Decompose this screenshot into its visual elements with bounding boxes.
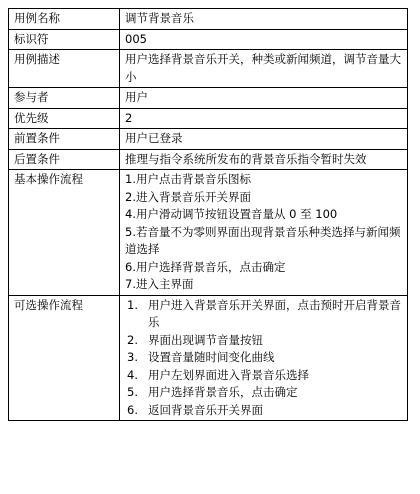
value-priority: 2 [120,108,408,129]
row-use-case-name [9,9,408,30]
row-actor [9,88,408,109]
step-number: 6. [127,402,138,417]
label-optional-flow: 可选操作流程 [9,295,120,421]
step-text: 返回背景音乐开关界面 [148,402,263,417]
step-number: 2. [127,332,138,347]
row-precondition [9,129,408,150]
use-case-table [8,8,408,421]
label-precondition: 前置条件 [9,129,120,150]
step-text: 用户左划界面进入背景音乐选择 [148,367,309,382]
value-actor: 用户 [120,88,408,109]
basic-step: 4.用户滑动调节按钮设置音量从 0 至 100 [125,207,338,221]
optional-step [125,402,403,420]
basic-flow-steps [120,170,408,296]
basic-step: 2.进入背景音乐开关界面 [125,189,251,204]
label-description: 用例描述 [9,50,120,88]
basic-step: 6.用户选择背景音乐，点击确定 [125,259,286,274]
row-identifier [9,29,408,50]
optional-step [125,367,403,385]
basic-step: 5.若音量不为零则界面出现背景音乐种类选择与新闻频道选择 [125,224,401,256]
value-identifier: 005 [120,29,408,50]
value-precondition: 用户已登录 [120,129,408,150]
optional-step [125,297,403,332]
basic-step: 7.进入主界面 [125,277,194,291]
row-description [9,50,408,88]
label-use-case-name: 用例名称 [9,9,120,30]
step-number: 3. [127,350,138,364]
value-use-case-name: 调节背景音乐 [120,9,408,30]
row-priority [9,108,408,129]
step-text: 用户进入背景音乐开关界面，点击预时开启背景音乐 [148,297,401,329]
optional-step-list [125,297,403,420]
label-postcondition: 后置条件 [9,149,120,170]
label-priority: 优先级 [9,108,120,129]
optional-step [125,384,403,402]
step-number: 1. [127,297,138,312]
value-description: 用户选择背景音乐开关，种类或新闻频道，调节音量大小 [120,50,408,88]
optional-step [125,332,403,350]
optional-flow-steps [120,295,408,421]
step-text: 用户选择背景音乐，点击确定 [148,385,298,399]
use-case-document [8,8,408,421]
row-basic-flow [9,170,408,296]
step-text: 界面出现调节音量按钮 [148,332,263,347]
step-number: 4. [127,367,138,382]
row-postcondition [9,149,408,170]
step-text: 设置音量随时间变化曲线 [148,350,275,364]
optional-step [125,349,403,367]
label-identifier: 标识符 [9,29,120,50]
value-postcondition: 推理与指令系统所发布的背景音乐指令暂时失效 [120,149,408,170]
basic-step: 1.用户点击背景音乐图标 [125,172,251,186]
step-number: 5. [127,385,138,399]
row-optional-flow [9,295,408,421]
label-actor: 参与者 [9,88,120,109]
label-basic-flow: 基本操作流程 [9,170,120,296]
